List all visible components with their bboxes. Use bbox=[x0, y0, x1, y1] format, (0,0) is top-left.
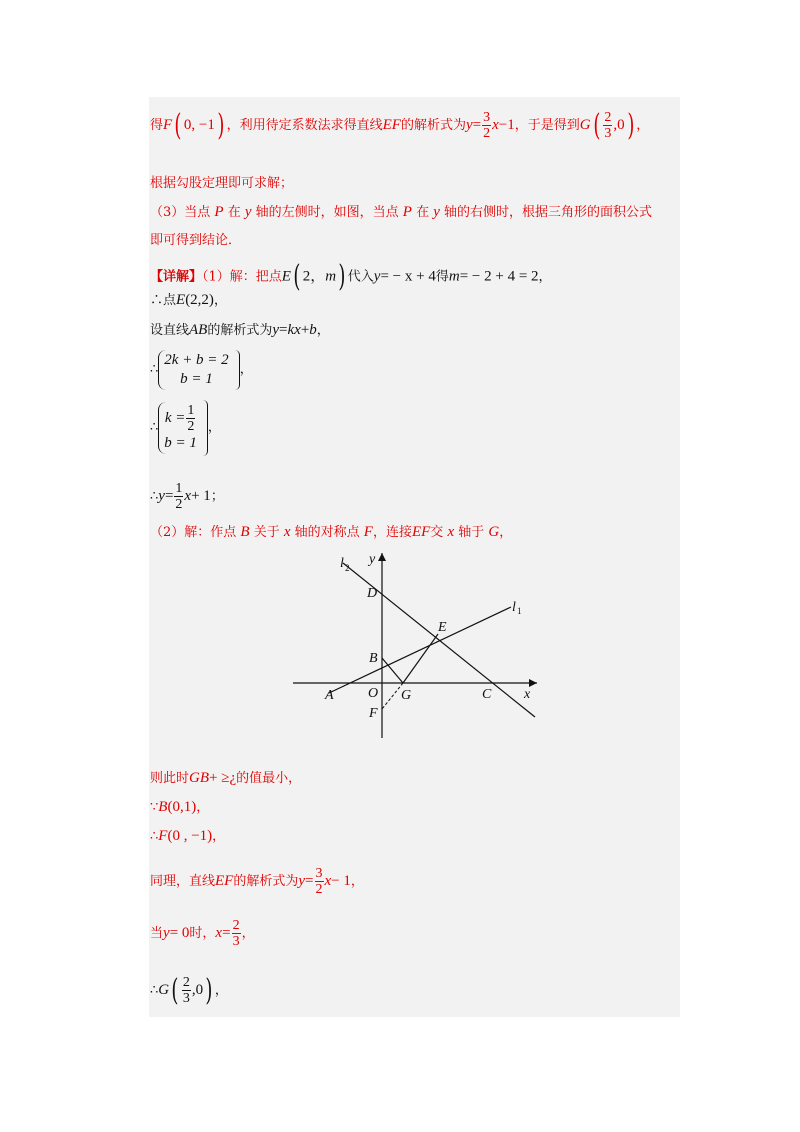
math-var: P bbox=[214, 204, 224, 220]
label-A: A bbox=[325, 688, 334, 703]
left-paren: ( bbox=[174, 107, 182, 143]
fraction: $\frac{3}{2}$ bbox=[483, 110, 491, 141]
right-paren: ) bbox=[217, 107, 225, 143]
equation-system-2: ∴ k = $\frac{1}{2}$ b = 1 ， bbox=[150, 400, 221, 456]
math-var: y bbox=[244, 204, 252, 220]
label-l1: l bbox=[512, 600, 516, 615]
segment-bg bbox=[382, 658, 403, 683]
text-line-2: 根据勾股定理即可求解； bbox=[150, 176, 294, 191]
text: 得 bbox=[150, 118, 164, 133]
math-var: EF bbox=[382, 117, 401, 133]
text-line-3: （3）当点 P 在 y 轴的左侧时，如图，当点 P 在 y 轴的右侧时，根据三角形的面积公式 bbox=[150, 204, 653, 220]
text-line-10: ∴y= $\frac{1}{2}$ x+ 1； bbox=[150, 481, 224, 512]
y-axis-arrow bbox=[378, 553, 386, 561]
label-O: O bbox=[368, 686, 379, 701]
text-line-6: ∴点E(2,2)， bbox=[150, 292, 227, 308]
text-line-14: ∴F(0 , −1)， bbox=[150, 828, 226, 844]
line-l1 bbox=[329, 607, 511, 693]
x-axis-arrow bbox=[529, 679, 537, 687]
label-l1-sub: 1 bbox=[517, 606, 522, 616]
brace-system: k = $\frac{1}{2}$ b = 1 bbox=[158, 402, 203, 454]
detail-label: 【详解】 bbox=[150, 269, 203, 285]
text-line-5: 【详解】（1）解：把点E( 2，m) 代入y= − x + 4得m= − 2 + 4 = 2， bbox=[150, 259, 552, 294]
text-line-11: （2）解：作点 B 关于 x 轴的对称点 F，连接EF交 x 轴于 G， bbox=[150, 524, 513, 540]
text-line-13: ∵B(0,1)， bbox=[150, 799, 210, 815]
brace-system: 2k + b = 2 b = 1 bbox=[158, 350, 234, 390]
label-C: C bbox=[482, 687, 492, 702]
math-op: = bbox=[472, 117, 482, 133]
equation-system-1: ∴ 2k + b = 2 b = 1 ， bbox=[150, 350, 253, 390]
text-line-16: 当y= 0时，x= $\frac{2}{3}$ ， bbox=[150, 918, 255, 949]
math-var: G bbox=[579, 117, 591, 133]
text-line-4: 即可得到结论． bbox=[150, 233, 242, 248]
text-line-17: ∴G( $\frac{2}{3}$ ,0) ， bbox=[150, 972, 228, 1008]
math-num: ,0 bbox=[613, 117, 625, 133]
label-B: B bbox=[369, 651, 378, 666]
math-var: F bbox=[163, 117, 173, 133]
text: ，利用待定系数法求得直线 bbox=[226, 118, 383, 133]
text: 的解析式为 bbox=[400, 118, 466, 133]
segment-gf-dashed bbox=[382, 683, 403, 709]
text-line-7: 设直线AB的解析式为y=kx+b， bbox=[150, 322, 330, 338]
label-D: D bbox=[367, 586, 378, 601]
label-E: E bbox=[438, 620, 447, 635]
label-F: F bbox=[369, 706, 378, 721]
left-paren: ( bbox=[592, 107, 600, 143]
text-line-1: 得F( 0, −1) ，利用待定系数法求得直线EF的解析式为y= $\frac{3}{2}$ x−1，于是得到G( $\frac{2}{3}$ ,0) ， bbox=[150, 107, 650, 143]
math-var: y bbox=[433, 204, 440, 220]
math-num: −1 bbox=[198, 117, 215, 133]
math-var: y bbox=[465, 117, 473, 133]
right-paren: ) bbox=[626, 107, 634, 143]
text: ， bbox=[636, 118, 650, 133]
text-line-15: 同理，直线EF的解析式为y= $\frac{3}{2}$ x− 1， bbox=[150, 866, 364, 897]
fraction: $\frac{2}{3}$ bbox=[604, 110, 612, 141]
coordinate-figure bbox=[285, 545, 545, 745]
math-var: P bbox=[402, 204, 412, 220]
label-x: x bbox=[524, 687, 531, 702]
math-num: 0 bbox=[183, 117, 192, 133]
text: ，于是得到 bbox=[514, 118, 580, 133]
label-l2: l bbox=[340, 556, 344, 571]
label-G: G bbox=[401, 688, 412, 703]
segment-ge bbox=[403, 634, 438, 683]
math-var: E bbox=[281, 268, 291, 285]
label-y: y bbox=[369, 552, 376, 567]
text-line-12: 则此时GB+ ≥¿的值最小， bbox=[150, 770, 302, 786]
math-num: −1 bbox=[498, 117, 515, 133]
math-var: x bbox=[492, 117, 499, 133]
label-l2-sub: 2 bbox=[345, 563, 350, 573]
